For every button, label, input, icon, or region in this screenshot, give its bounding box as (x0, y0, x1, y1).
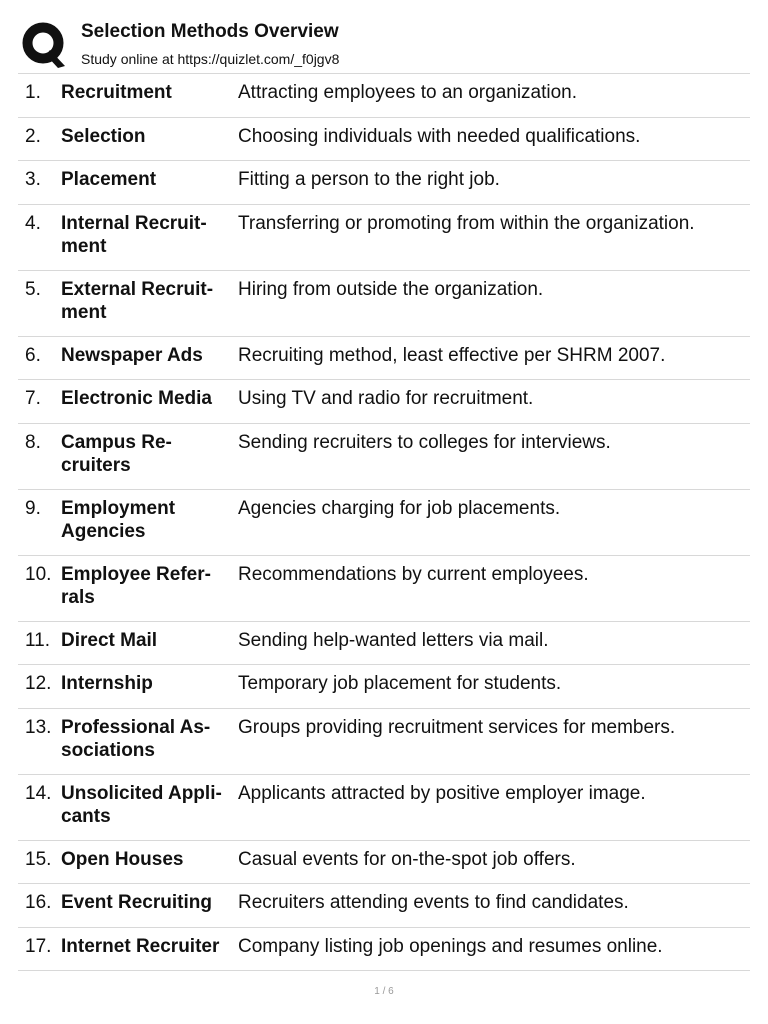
study-link[interactable]: Study online at https://quizlet.com/_f0jgv8 (81, 51, 340, 67)
list-item (18, 205, 750, 271)
item-definition: Fitting a person to the right job. (238, 169, 500, 190)
item-number: 10. (25, 563, 52, 585)
item-number: 2. (25, 125, 41, 147)
item-number: 3. (25, 169, 41, 190)
item-term: Internship (61, 673, 153, 694)
item-term: Event Recruiting (61, 892, 212, 913)
item-definition: Agencies charging for job placements. (238, 497, 561, 519)
item-number: 16. (25, 892, 52, 913)
list-item (18, 709, 750, 775)
list-item (18, 380, 750, 424)
item-term: Professional As- sociations (61, 716, 211, 761)
item-number: 6. (25, 344, 41, 366)
item-term: Direct Mail (61, 629, 158, 651)
list-item (18, 424, 750, 490)
item-number: 4. (25, 212, 41, 234)
item-term: Electronic Media (61, 388, 212, 409)
list-item (18, 775, 750, 841)
item-number: 8. (25, 431, 41, 453)
item-definition: Casual events for on-the-spot job offers. (238, 848, 576, 870)
item-number: 13. (25, 716, 52, 738)
item-term: Unsolicited Appli- cants (61, 782, 222, 827)
item-number: 14. (25, 782, 52, 804)
item-definition: Attracting employees to an organization. (238, 82, 578, 103)
item-definition: Choosing individuals with needed qualifications. (238, 125, 641, 147)
item-definition: Using TV and radio for recruitment. (238, 388, 534, 409)
item-number: 17. (25, 935, 52, 957)
page-title: Selection Methods Overview (81, 21, 339, 42)
list-item (18, 556, 750, 622)
page-header (18, 14, 750, 74)
item-term: Placement (61, 169, 157, 190)
item-number: 7. (25, 388, 41, 409)
item-number: 11. (25, 629, 51, 651)
list-item (18, 337, 750, 381)
item-definition: Recruiting method, least effective per SHRM 2007. (238, 344, 666, 366)
list-item (18, 841, 750, 885)
list-item (18, 161, 750, 205)
item-number: 15. (25, 848, 52, 870)
item-definition: Recruiters attending events to find candidates. (238, 892, 629, 913)
item-definition: Transferring or promoting from within the organization. (238, 212, 695, 234)
item-term: External Recruit- ment (61, 278, 214, 323)
item-definition: Groups providing recruitment services for members. (238, 716, 676, 738)
item-term: Employee Refer- rals (61, 563, 211, 608)
term-list (18, 74, 750, 971)
list-item (18, 74, 750, 118)
quizlet-logo-icon (20, 20, 70, 70)
item-term: Campus Re- cruiters (61, 431, 172, 476)
item-term: Internet Recruiter (61, 935, 220, 957)
list-item (18, 118, 750, 162)
item-definition: Recommendations by current employees. (238, 563, 589, 585)
list-item (18, 665, 750, 709)
item-definition: Applicants attracted by positive employer image. (238, 782, 646, 804)
item-number: 9. (25, 497, 41, 519)
item-term: Selection (61, 125, 146, 147)
list-item (18, 928, 750, 972)
list-item (18, 490, 750, 556)
item-definition: Company listing job openings and resumes online. (238, 935, 663, 957)
item-definition: Temporary job placement for students. (238, 673, 562, 694)
item-term: Recruitment (61, 82, 172, 103)
item-term: Open Houses (61, 848, 184, 870)
item-definition: Sending help-wanted letters via mail. (238, 629, 549, 651)
item-number: 5. (25, 278, 41, 300)
item-number: 12. (25, 673, 52, 694)
item-term: Employment Agencies (61, 497, 176, 542)
list-item (18, 622, 750, 666)
item-definition: Sending recruiters to colleges for interviews. (238, 431, 611, 453)
item-term: Internal Recruit- ment (61, 212, 207, 257)
page-number: 1 / 6 (374, 986, 394, 997)
item-definition: Hiring from outside the organization. (238, 278, 544, 300)
item-term: Newspaper Ads (61, 344, 203, 366)
list-item (18, 884, 750, 928)
list-item (18, 271, 750, 337)
item-number: 1. (25, 82, 41, 103)
